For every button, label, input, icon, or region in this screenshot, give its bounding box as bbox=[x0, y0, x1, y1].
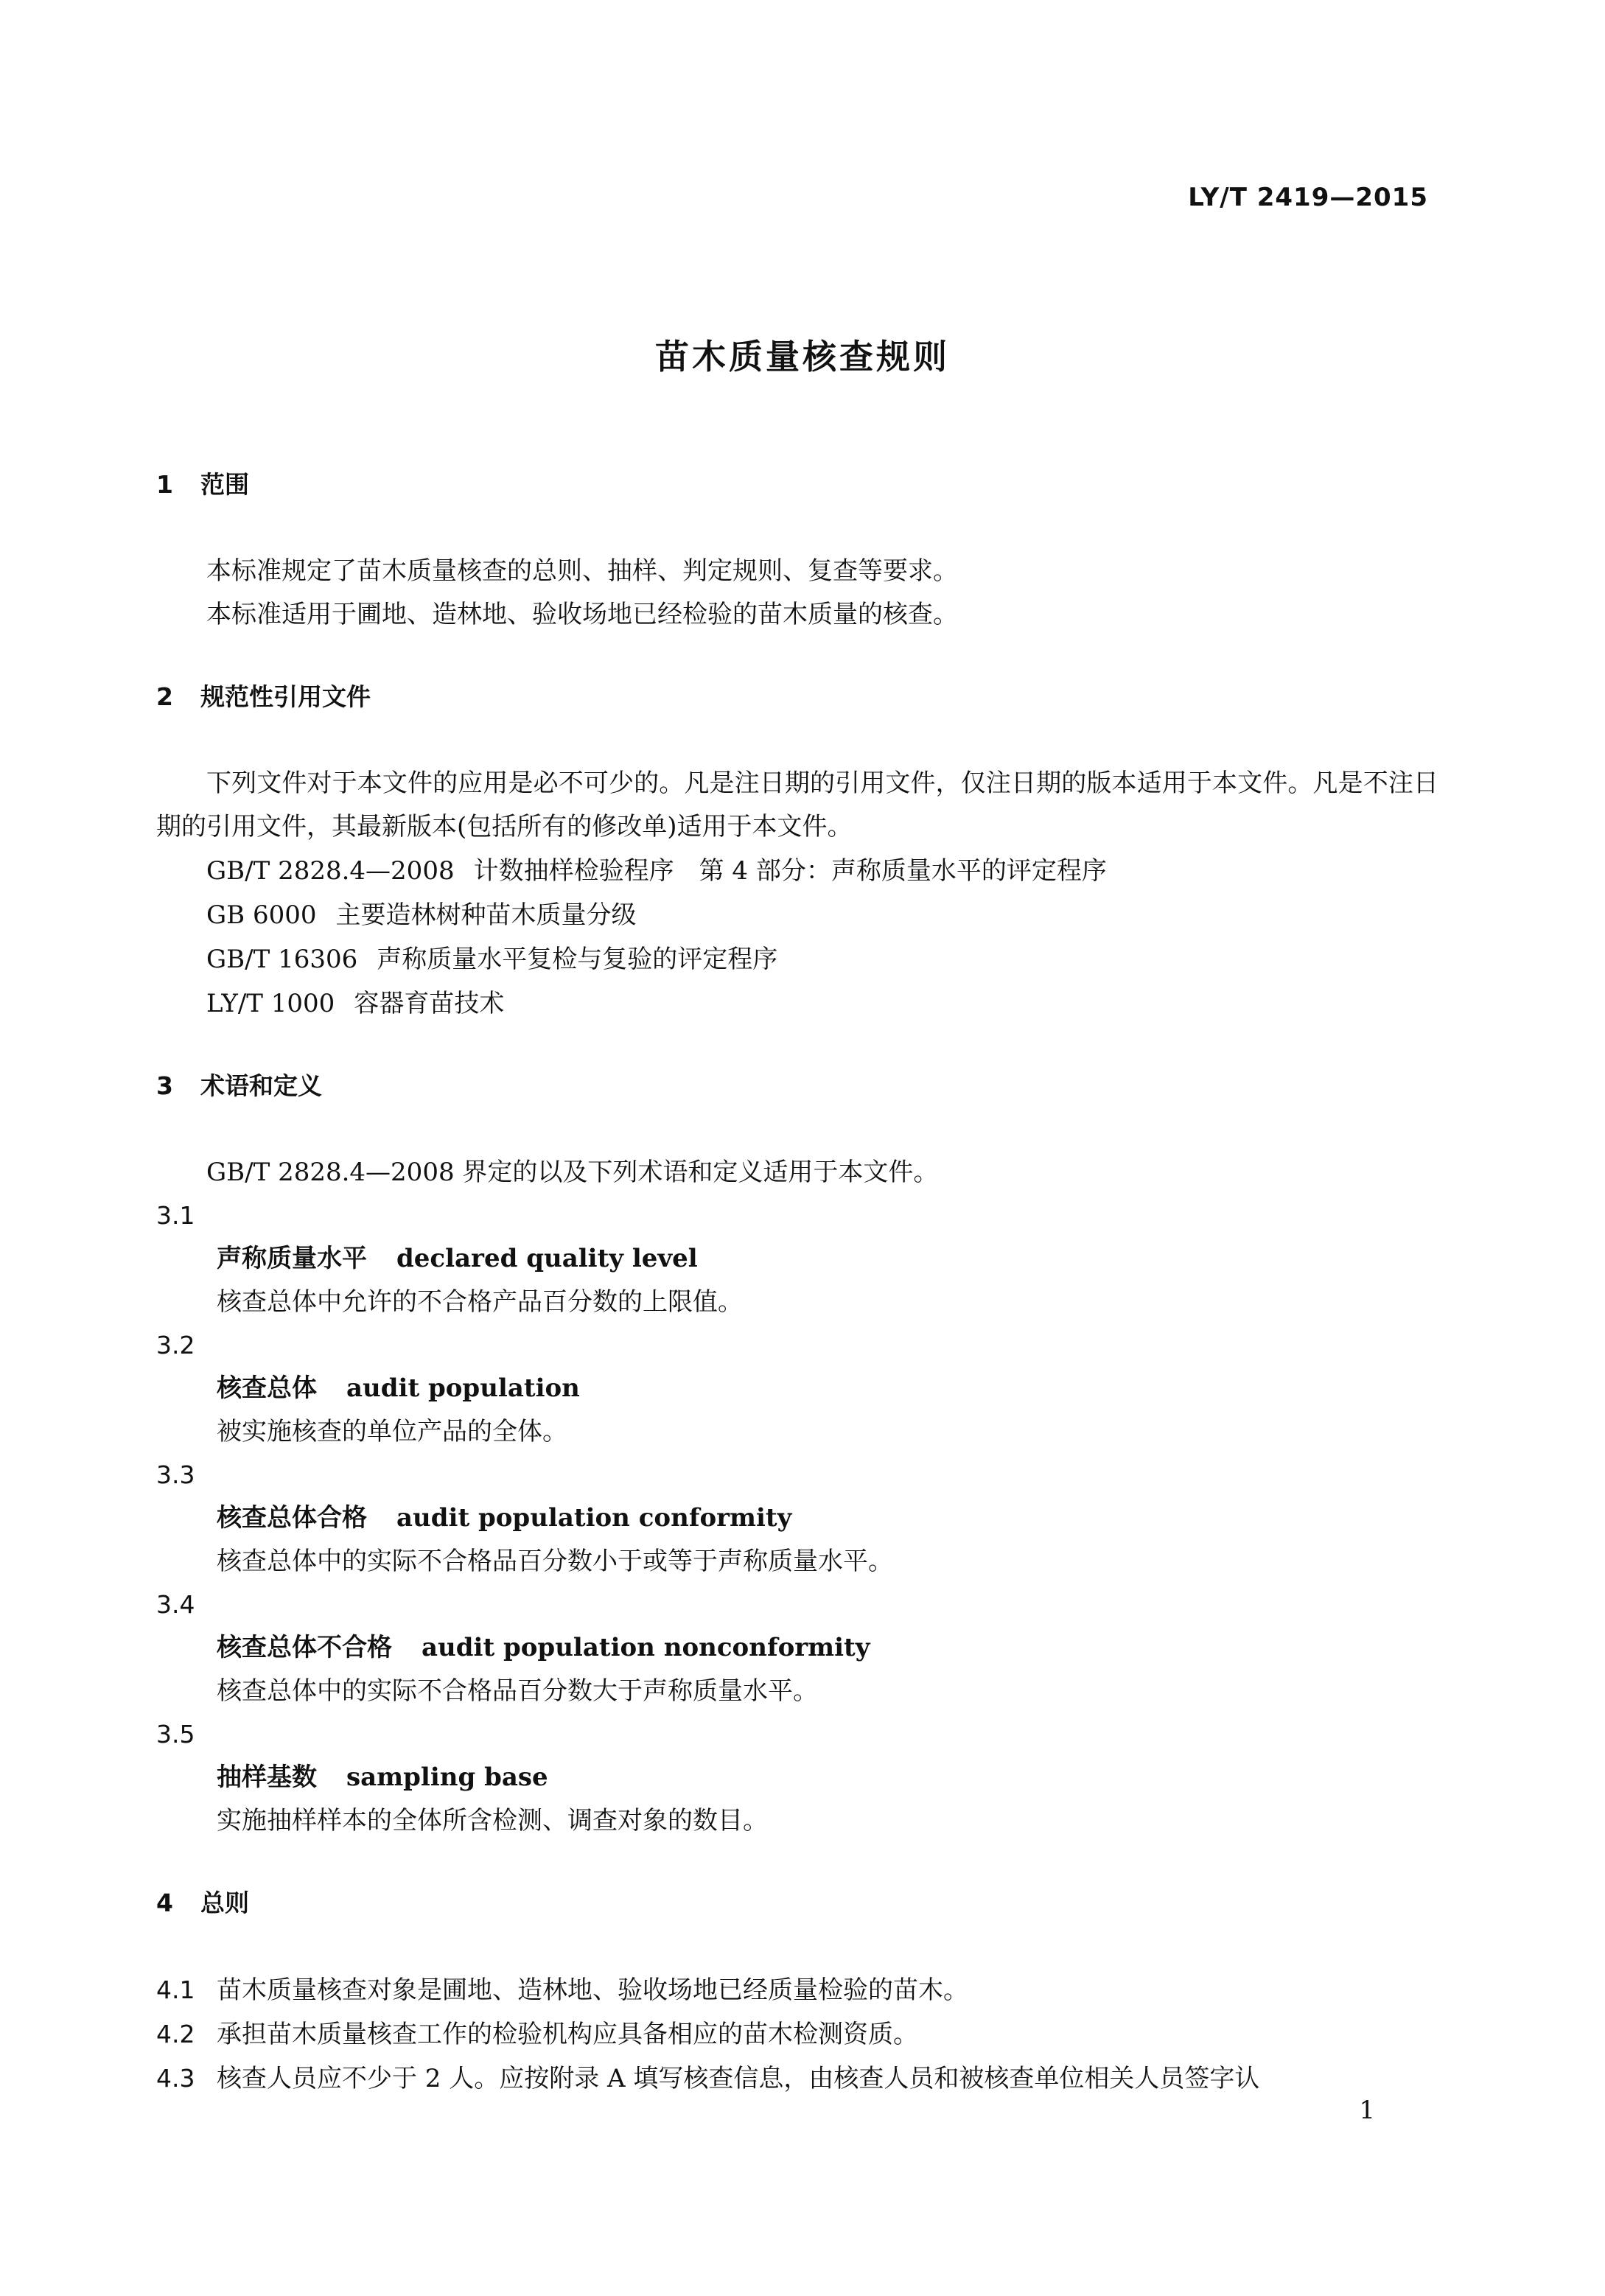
term-definition: 核查总体中的实际不合格品百分数小于或等于声称质量水平。 bbox=[217, 1547, 893, 1576]
section-3-heading bbox=[156, 1064, 1438, 1108]
reference-item bbox=[156, 893, 1438, 937]
clause-text: 承担苗木质量核查工作的检验机构应具备相应的苗木检测资质。 bbox=[217, 2020, 918, 2049]
clause-number: 4.1 bbox=[156, 1975, 195, 2004]
section-title: 总则 bbox=[200, 1889, 249, 1917]
reference-item bbox=[156, 937, 1438, 981]
term-number: 3.4 bbox=[156, 1590, 195, 1619]
document-title: 苗木质量核查规则 bbox=[655, 337, 950, 377]
clause-number: 4.2 bbox=[156, 2020, 195, 2048]
clause bbox=[156, 2057, 1438, 2101]
term-zh: 核查总体 bbox=[217, 1373, 317, 1403]
section-number: 4 bbox=[156, 1889, 173, 1917]
term-name bbox=[156, 1237, 1438, 1280]
term-number: 3.2 bbox=[156, 1331, 195, 1359]
term-name bbox=[156, 1497, 1438, 1539]
page-number: 1 bbox=[1359, 2096, 1375, 2125]
term-name bbox=[156, 1367, 1438, 1410]
section-title: 术语和定义 bbox=[200, 1071, 322, 1100]
reference-code: LY/T 1000 bbox=[206, 989, 335, 1018]
clause bbox=[156, 1968, 1438, 2012]
term-zh: 核查总体不合格 bbox=[217, 1633, 392, 1662]
document-code: LY/T 2419—2015 bbox=[1188, 183, 1428, 212]
term-zh: 声称质量水平 bbox=[217, 1244, 367, 1273]
document-body bbox=[156, 463, 1438, 2101]
paragraph: GB/T 2828.4—2008 界定的以及下列术语和定义适用于本文件。 bbox=[206, 1158, 939, 1187]
term-number: 3.3 bbox=[156, 1460, 195, 1489]
clause-text: 核查人员应不少于 2 人。应按附录 A 填写核查信息，由核查人员和被核查单位相关人员签字认 bbox=[217, 2064, 1260, 2093]
clause-text: 苗木质量核查对象是圃地、造林地、验收场地已经质量检验的苗木。 bbox=[217, 1975, 968, 2005]
term-en: audit population bbox=[346, 1373, 580, 1403]
section-number: 2 bbox=[156, 682, 173, 711]
reference-code: GB/T 2828.4—2008 bbox=[206, 856, 455, 886]
term-definition: 核查总体中允许的不合格产品百分数的上限值。 bbox=[217, 1287, 743, 1317]
section-number: 3 bbox=[156, 1071, 173, 1100]
section-4-heading bbox=[156, 1881, 1438, 1925]
term-definition: 被实施核查的单位产品的全体。 bbox=[217, 1417, 567, 1446]
section-title: 范围 bbox=[200, 470, 249, 499]
term-number: 3.5 bbox=[156, 1720, 195, 1749]
clause-number: 4.3 bbox=[156, 2064, 195, 2093]
reference-item bbox=[156, 981, 1438, 1026]
clause bbox=[156, 2012, 1438, 2057]
reference-title: 声称质量水平复检与复验的评定程序 bbox=[377, 945, 778, 974]
section-number: 1 bbox=[156, 470, 173, 499]
reference-title: 容器育苗技术 bbox=[354, 989, 505, 1018]
term-en: sampling base bbox=[346, 1763, 548, 1792]
term-en: audit population nonconformity bbox=[422, 1633, 870, 1662]
paragraph: 下列文件对于本文件的应用是必不可少的。凡是注日期的引用文件，仅注日期的版本适用于本文件。凡是不注日期的引用文件，其最新版本(包括所有的修改单)适用于本文件。 bbox=[156, 769, 1438, 841]
reference-code: GB 6000 bbox=[206, 900, 317, 930]
term-definition: 实施抽样样本的全体所含检测、调查对象的数目。 bbox=[217, 1806, 768, 1835]
term-zh: 抽样基数 bbox=[217, 1763, 317, 1792]
term-en: declared quality level bbox=[396, 1244, 698, 1273]
term-definition: 核查总体中的实际不合格品百分数大于声称质量水平。 bbox=[217, 1676, 818, 1706]
reference-title: 主要造林树种苗木质量分级 bbox=[335, 900, 637, 930]
section-1-heading bbox=[156, 463, 1438, 507]
section-2-heading bbox=[156, 675, 1438, 719]
term-en: audit population conformity bbox=[396, 1503, 792, 1533]
paragraph: 本标准规定了苗木质量核查的总则、抽样、判定规则、复查等要求。 bbox=[206, 556, 958, 586]
term-name bbox=[156, 1626, 1438, 1669]
term-number: 3.1 bbox=[156, 1201, 195, 1230]
section-title: 规范性引用文件 bbox=[200, 682, 371, 711]
reference-code: GB/T 16306 bbox=[206, 945, 358, 974]
reference-title: 计数抽样检验程序 第 4 部分：声称质量水平的评定程序 bbox=[473, 856, 1107, 886]
paragraph: 本标准适用于圃地、造林地、验收场地已经检验的苗木质量的核查。 bbox=[206, 600, 958, 629]
term-zh: 核查总体合格 bbox=[217, 1503, 367, 1533]
reference-item bbox=[156, 849, 1438, 893]
term-name bbox=[156, 1756, 1438, 1799]
